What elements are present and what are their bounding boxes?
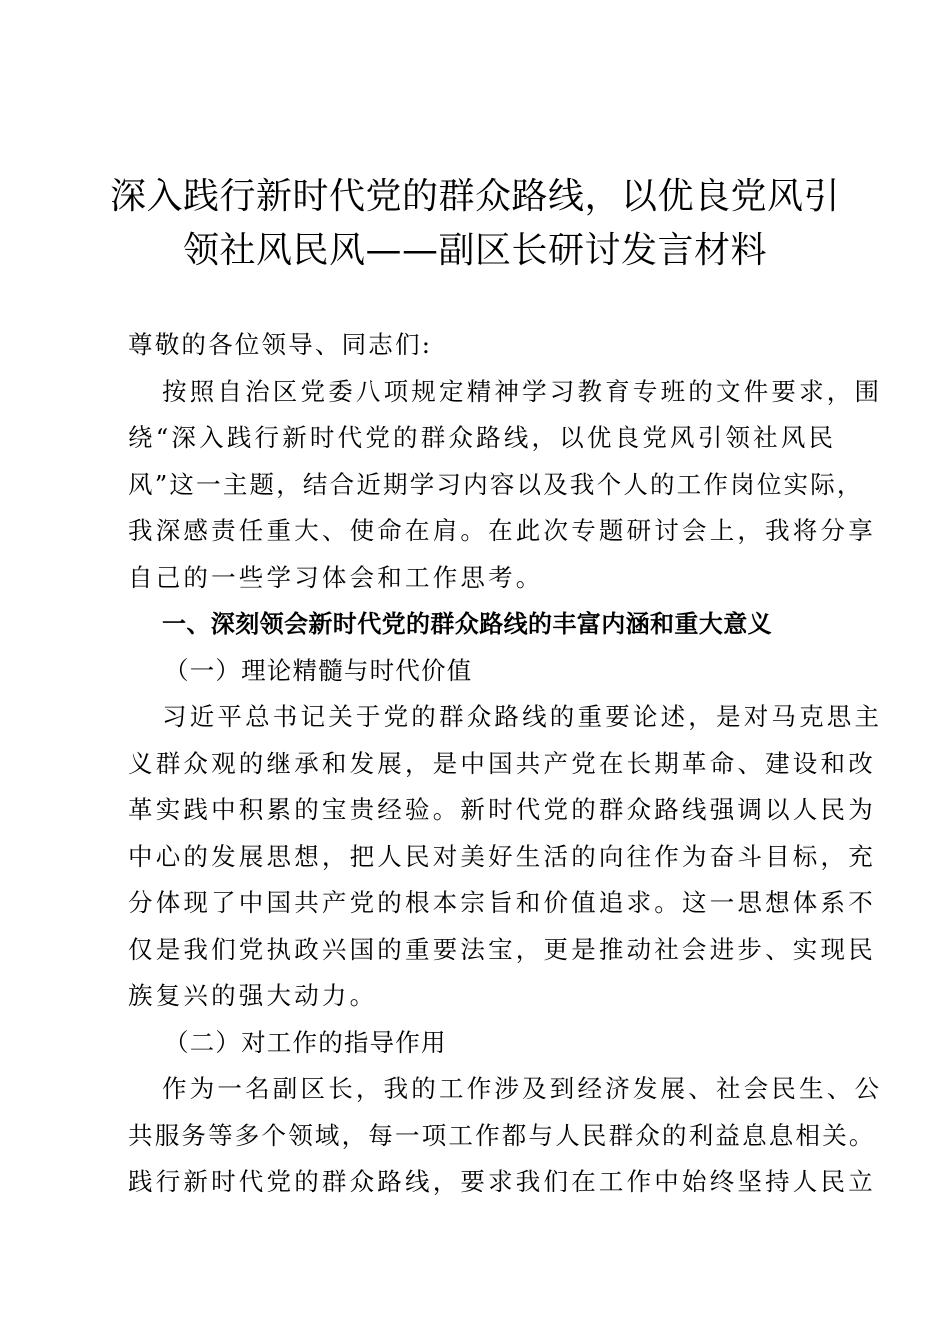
paragraph-line: 义群众观的继承和发展，是中国共产党在长期革命、建设和改 — [128, 748, 876, 778]
paragraph-line: 践行新时代党的群众路线，要求我们在工作中始终坚持人民立 — [128, 1167, 876, 1196]
document-body — [128, 322, 883, 1206]
section-heading-1: 一、深刻领会新时代党的群众路线的丰富内涵和重大意义 — [162, 610, 772, 638]
document-title — [110, 170, 840, 278]
paragraph-line: 共服务等多个领域，每一项工作都与人民群众的利益息息相关。 — [128, 1120, 876, 1150]
paragraph-line: 分体现了中国共产党的根本宗旨和价值追求。这一思想体系不 — [128, 888, 876, 917]
salutation: 尊敬的各位领导、同志们: — [128, 330, 433, 359]
paragraph-line: 风”这一主题，结合近期学习内容以及我个人的工作岗位实际， — [128, 469, 864, 499]
paragraph-line: 作为一名副区长，我的工作涉及到经济发展、社会民生、公 — [162, 1074, 883, 1103]
paragraph-line: 我深感责任重大、使命在肩。在此次专题研讨会上，我将分享 — [128, 516, 876, 545]
paragraph-line: 中心的发展思想，把人民对美好生活的向往作为奋斗目标，充 — [128, 841, 876, 871]
paragraph-line: 自己的一些学习体会和工作思考。 — [128, 562, 544, 592]
intro-paragraph — [128, 369, 883, 602]
title-line-2: 领社风民风——副区长研讨发言材料 — [182, 230, 767, 271]
paragraph-line: 革实践中积累的宝贵经验。新时代党的群众路线强调以人民为 — [128, 795, 876, 824]
paragraph-line: 族复兴的强大动力。 — [128, 981, 378, 1010]
paragraph-line: 按照自治区党委八项规定精神学习教育专班的文件要求，围 — [162, 376, 883, 406]
paragraph-line: 绕“深入践行新时代党的群众路线，以优良党风引领社风民 — [128, 423, 837, 452]
subsection-heading-2: （二）对工作的指导作用 — [164, 1027, 447, 1057]
subsection-1-paragraph — [128, 694, 883, 1020]
paragraph-line: 习近平总书记关于党的群众路线的重要论述，是对马克思主 — [162, 702, 883, 731]
title-line-1: 深入践行新时代党的群众路线，以优良党风引 — [110, 176, 841, 217]
subsection-2-paragraph — [128, 1066, 883, 1206]
subsection-heading-1: （一）理论精髓与时代价值 — [164, 655, 473, 685]
paragraph-line: 仅是我们党执政兴国的重要法宝，更是推动社会进步、实现民 — [128, 934, 876, 964]
